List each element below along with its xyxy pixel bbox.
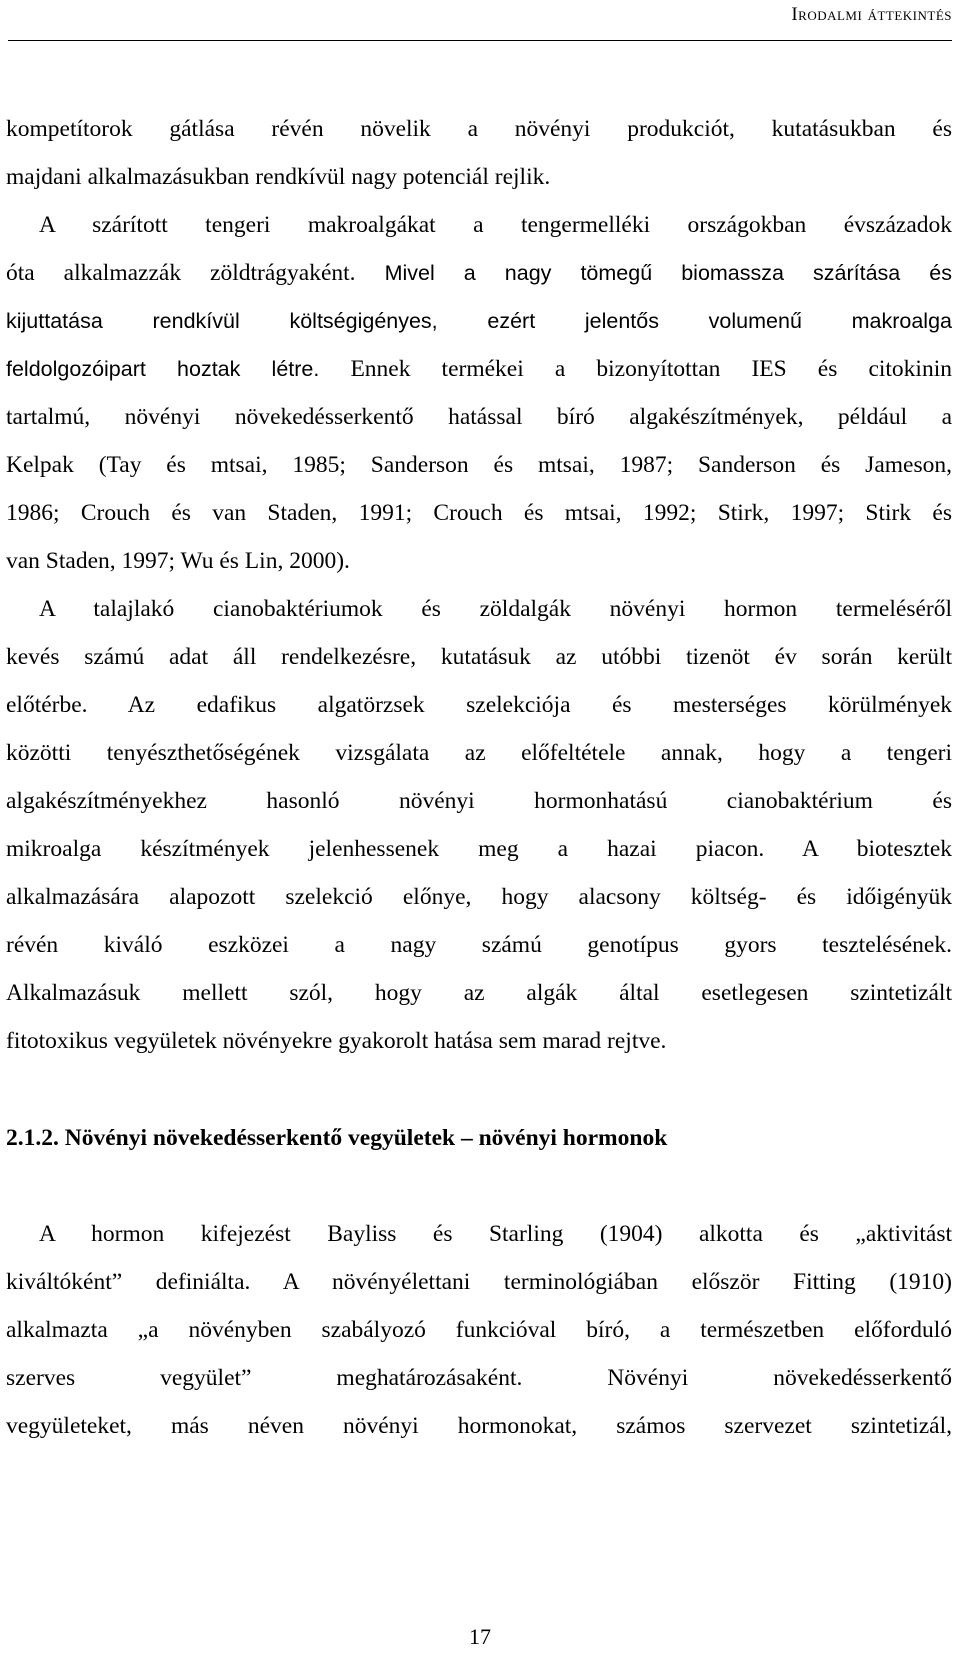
- running-header: [8, 0, 952, 41]
- text-line: kijuttatása rendkívül költségigényes, ezért jelentős volumenű makroalga: [6, 309, 952, 333]
- text-segment: Mivel a nagy tömegű biomassza szárítása és: [355, 261, 952, 285]
- text-segment: Ennek termékei a bizonyítottan IES és citokinin: [319, 356, 952, 382]
- text-line: kompetítorok gátlása révén növelik a növényi produkciót, kutatásukban és: [6, 116, 952, 142]
- text-segment: feldolgozóipart hoztak létre.: [6, 357, 320, 381]
- text-line: alkalmazására alapozott szelekció előnye, hogy alacsony költség- és időigényük: [6, 884, 952, 910]
- text-line: majdani alkalmazásukban rendkívül nagy potenciál rejlik.: [6, 164, 551, 190]
- text-line: fitotoxikus vegyületek növényekre gyakorolt hatása sem marad rejtve.: [6, 1028, 667, 1054]
- text-line: tartalmú, növényi növekedésserkentő hatással bíró algakészítmények, például a: [6, 404, 952, 430]
- text-line: révén kiváló eszközei a nagy számú genotípus gyors tesztelésének.: [6, 932, 952, 958]
- text-line: [6, 355, 952, 383]
- text-line: kiváltóként” definiálta. A növényélettani terminológiában először Fitting (1910): [6, 1269, 952, 1295]
- text-line: Kelpak (Tay és mtsai, 1985; Sanderson és mtsai, 1987; Sanderson és Jameson,: [6, 452, 952, 478]
- text-line: alkalmazta „a növényben szabályozó funkcióval bíró, a természetben előforduló: [6, 1317, 952, 1343]
- text-line: [6, 259, 952, 287]
- text-line: vegyületeket, más néven növényi hormonokat, számos szervezet szintetizál,: [6, 1413, 952, 1439]
- text-line: kevés számú adat áll rendelkezésre, kutatásuk az utóbbi tizenöt év során került: [6, 644, 952, 670]
- text-line: A szárított tengeri makroalgákat a tengermelléki országokban évszázadok: [39, 212, 952, 238]
- section-heading: 2.1.2. Növényi növekedésserkentő vegyületek – növényi hormonok: [6, 1125, 668, 1151]
- text-line: algakészítményekhez hasonló növényi hormonhatású cianobaktérium és: [6, 788, 952, 814]
- text-line: van Staden, 1997; Wu és Lin, 2000).: [6, 548, 350, 574]
- page-number: 17: [469, 1624, 491, 1649]
- text-line: A hormon kifejezést Bayliss és Starling (1904) alkotta és „aktivitást: [39, 1221, 952, 1247]
- text-line: A talajlakó cianobaktériumok és zöldalgák növényi hormon termeléséről: [39, 596, 952, 622]
- text-line: 1986; Crouch és van Staden, 1991; Crouch és mtsai, 1992; Stirk, 1997; Stirk és: [6, 500, 952, 526]
- text-line: szerves vegyület” meghatározásaként. Növényi növekedésserkentő: [6, 1365, 952, 1391]
- header-title: Irodalmi áttekintés: [791, 4, 952, 25]
- text-line: mikroalga készítmények jelenhessenek meg a hazai piacon. A biotesztek: [6, 836, 952, 862]
- text-line: Alkalmazásuk mellett szól, hogy az algák által esetlegesen szintetizált: [6, 980, 952, 1006]
- text-line: előtérbe. Az edafikus algatörzsek szelekciója és mesterséges körülmények: [6, 692, 952, 718]
- text-line: közötti tenyészthetőségének vizsgálata az előfeltétele annak, hogy a tengeri: [6, 740, 952, 766]
- text-segment: óta alkalmazzák zöldtrágyaként.: [6, 260, 356, 286]
